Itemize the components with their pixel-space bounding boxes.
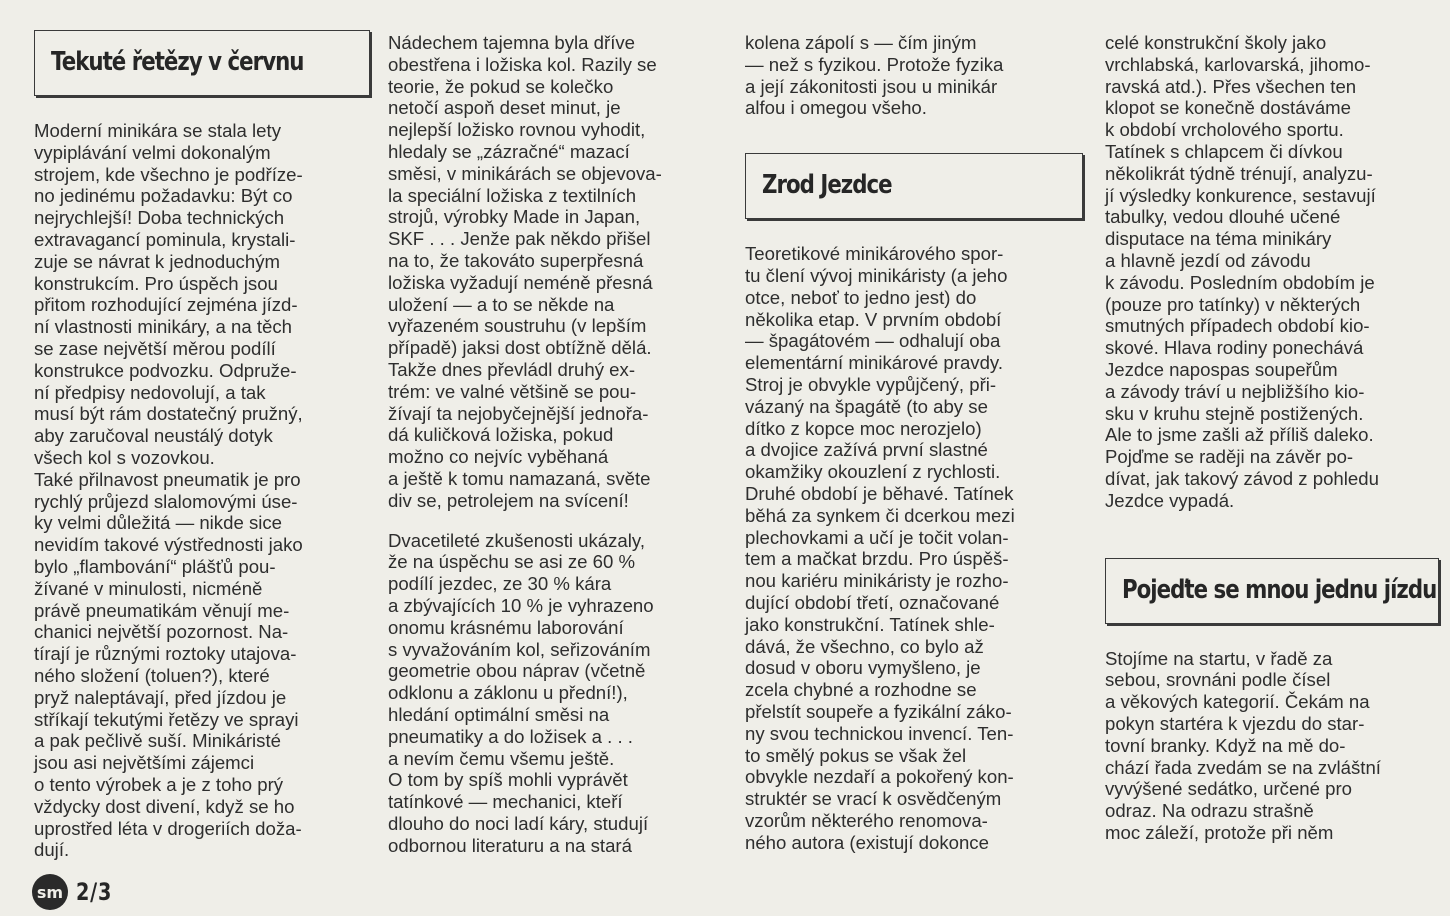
paragraph: Nádechem tajemna byla dříve obestřena i ložiska kol. Razily se teorie, že pokud se kolečko netočí aspoň deset minut, je nejlepší ložisko rovnou vyhodit, hledaly se „zázračné“ mazací směsi, v minikárách se objevova- la speciální ložiska z textilních strojů, výrobky Made in Japan, SKF . . . Jenže pak někdo přišel na to, že takováto superpřesná ložiska vyžadují neméně přesná uložení — a to se někde na vyřazeném soustruhu (v lepším případě) jaksi dost obtížně dělá. Takže dnes převládl druhý ex- trém: ve valné většině se pou- žívají ta nejobyčejnější jednořa- dá kuličková ložiska, pokud možno co nejvíc vyběhaná a ještě k tomu namazaná, světe div se, petrolejem na svícení! <box>388 32 662 511</box>
column-2 <box>388 32 724 856</box>
heading-pojedte-se-mnou: Pojeďte se mnou jednu jízdu <box>1122 574 1437 605</box>
paragraph: kolena zápolí s — čím jiným — než s fyzikou. Protože fyzika a její zákonitosti jsou u minikár alfou i omegou všeho. <box>745 32 1004 119</box>
magazine-logo-icon <box>32 874 68 910</box>
paragraph: Moderní minikára se stala lety vypiplávání velmi dokonalým strojem, kde všechno je podříze- no jedinému požadavku: Být co nejrychlejší! Doba technických extravagancí pominula, krystali- zuje se návrat k jednoduchým konstrukcím. Pro úspěch jsou přitom rozhodující zejména jízd- ní vlastnosti minikáry, a na těch se zase největší měrou podílí konstrukce podvozku. Odpruže- ní předpisy nedovolují, a tak musí být rám dostatečný pružný, aby zaručoval neustálý dotyk všech kol s vozovkou. <box>34 120 303 468</box>
heading-box-3 <box>1105 558 1439 624</box>
page-footer <box>32 874 121 910</box>
column-3 <box>745 32 1083 854</box>
paragraph: Také přilnavost pneumatik je pro rychlý průjezd slalomovými úse- ky velmi důležitá — nikde sice nevidím takové výstřednosti jako bylo „flambování“ plášťů pou- žívané v minulosti, nicméně právě pneumatikám věnují me- chanici největší pozornost. Na- tírají je různými roztoky utajova- ného složení (toluen?), které pryž naleptávají, před jízdou je stříkají tekutými řetězy ve sprayi a pak pečlivě suší. Minikáristé jsou asi největšími zájemci o tento výrobek a je z toho prý vždycky dost divení, když se ho uprostřed léta v drogeriích doža- dují. <box>34 468 303 861</box>
column-1 <box>34 30 370 861</box>
column-4 <box>1105 32 1439 844</box>
paragraph: Teoretikové minikárového spor- tu člení vývoj minikáristy (a jeho otce, neboť to jedno jest) do několika etap. V prvním období — špagátovém — odhalují oba elementární minikárové pravdy. Stroj je obvykle vypůjčený, při- vázaný na špagátě (to aby se dítko z kopce moc nerozjelo) a dvojice zažívá první slastné okamžiky okouzlení z rychlosti. Druhé období je běhavé. Tatínek běhá za synkem či dcerkou mezi plechovkami a učí je točit volan- tem a mačkat brzdu. Pro úspěš- nou kariéru minikáristy je rozho- dující období třetí, označované jako konstrukční. Tatínek shle- dává, že všechno, co bylo až dosud v oboru vymyšleno, je zcela chybné a rozhodne se přelstít soupeře a fyzikální záko- ny svou technickou invencí. Ten- to smělý pokus se však žel obvykle nezdaří a pokořený kon- struktér se vrací k osvědčeným vzorům některého renomova- ného autora (existují dokonce <box>745 243 1015 853</box>
paragraph: Stojíme na startu, v řadě za sebou, srovnáni podle čísel a věkových kategorií. Čekám na pokyn startéra k vjezdu do star- tovní branky. Když na mě do- chází řada zvedám se na zvláštní vyvýšené sedátko, určené pro odraz. Na odrazu strašně moc záleží, protože při něm <box>1105 647 1381 843</box>
heading-zrod-jezdce: Zrod Jezdce <box>762 170 892 201</box>
paragraph: Dvacetileté zkušenosti ukázaly, že na úspěchu se asi ze 60 % podílí jezdec, ze 30 % kára a zbývajících 10 % je vyhrazeno onomu krásnému laborování s vyvažováním kol, seřizováním geometrie obou náprav (včetně odklonu a záklonu u přední!), hledání optimální směsi na pneumatiky a do ložisek a . . . a nevím čemu všemu ještě. O tom by spíš mohli vyprávět tatínkové — mechanici, kteří dlouho do noci ladí káry, studují odbornou literaturu a na stará <box>388 529 654 856</box>
page-number: 2/3 <box>76 878 113 906</box>
paragraph: celé konstrukční školy jako vrchlabská, karlovarská, jihomo- ravská atd.). Přes všechen ten klopot se konečně dostáváme k období vrcholového sportu. Tatínek s chlapcem či dívkou několikrát týdně trénují, analyzu- jí výsledky konkurence, sestavují tabulky, vedou dlouhé učené disputace na téma minikáry a hlavně jezdí od závodu k závodu. Posledním obdobím je (pouze pro tatínky) v některých smutných případech období kio- skové. Hlava rodiny ponechává Jezdce napospas soupeřům a závody tráví u nejbližšího kio- sku v kruhu stejně postižených. Ale to jsme zašli až příliš daleko. Pojďme se raději na závěr po- dívat, jak takový závod z pohledu Jezdce vypadá. <box>1105 32 1379 511</box>
logo-text: sm <box>36 882 64 902</box>
heading-box-1 <box>34 30 370 96</box>
heading-tekute-retezy: Tekuté řetězy v červnu <box>51 47 304 78</box>
heading-box-2 <box>745 153 1083 219</box>
